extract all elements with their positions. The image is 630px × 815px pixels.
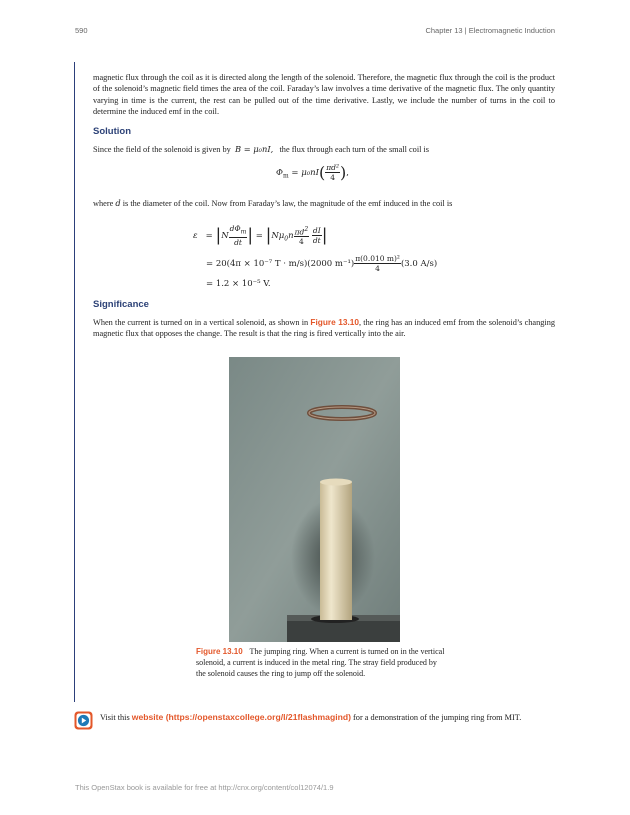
example-side-rule bbox=[74, 62, 75, 702]
emf-rate: (3.0 A/s) bbox=[400, 259, 438, 269]
emf-result: = 1.2 × 10⁻⁵ V. bbox=[206, 279, 271, 289]
callout-text-a: Visit this bbox=[100, 713, 130, 722]
significance-paragraph bbox=[93, 317, 555, 340]
interactive-media-icon bbox=[74, 711, 93, 730]
significance-text-a: When the current is turned on in a vertical solenoid, as shown in bbox=[93, 318, 309, 327]
emf-substitution: = 20(4π × 10⁻⁷ T · m/s)(2000 m⁻¹) bbox=[206, 259, 355, 269]
figure-caption-text: The jumping ring. When a current is turned on in the vertical solenoid, a current is induced in the metal ring. The stray field produced by the solenoid causes the ring to jump off the solenoid. bbox=[196, 647, 445, 678]
website-link[interactable]: website (https://openstaxcollege.org/l/21flashmagind) bbox=[131, 712, 351, 722]
jumping-ring-photo bbox=[229, 357, 400, 642]
emf-equation-line-1: ε = |N $\frac{d\Phi_m}{dt}$ | = $|N\mu_0n$ $\frac{\pi d^2}{4}$ $\frac{dI}{dt}$ | bbox=[193, 224, 328, 247]
flux-lhs: Φ bbox=[276, 168, 283, 178]
flux-area-num: πd² bbox=[326, 163, 339, 172]
emf-area-num: π(0.010 m)² bbox=[355, 254, 400, 263]
emf-equation-line-2 bbox=[206, 254, 437, 273]
emf-equation bbox=[193, 224, 473, 294]
solution-text-2a: where bbox=[93, 199, 114, 208]
solenoid-field-formula: B = μ₀nI, bbox=[234, 144, 274, 154]
emf-area-den: 4 bbox=[375, 264, 380, 273]
intro-paragraph-block bbox=[93, 72, 555, 117]
intro-paragraph: magnetic flux through the coil as it is directed along the length of the solenoid. Therefore, the magnetic flux through the coil is the product of the solenoid’s magnetic field times the area of the coil. Faraday’s law involves a time derivative of the magnetic flux. The only quantity varying in time is the current, the rest can be pulled out of the time derivative. Lastly, we include the number of turns in the coil to determine the induced emf in the coil. bbox=[93, 73, 555, 116]
interactive-callout bbox=[100, 711, 555, 724]
flux-area-fraction bbox=[325, 163, 340, 182]
emf-equation-line-3 bbox=[206, 279, 271, 289]
figure-caption bbox=[196, 646, 446, 679]
significance-heading: Significance bbox=[93, 299, 149, 310]
solution-text-2b: is the diameter of the coil. Now from Faraday’s law, the magnitude of the emf induced in the coil is bbox=[122, 199, 453, 208]
solution-line-1 bbox=[93, 144, 555, 155]
figure-label: Figure 13.10 bbox=[196, 647, 243, 656]
flux-area-den: 4 bbox=[330, 173, 335, 182]
page-number: 590 bbox=[75, 26, 88, 35]
chapter-title: Chapter 13 | Electromagnetic Induction bbox=[425, 26, 555, 35]
solution-heading: Solution bbox=[93, 126, 131, 137]
callout-text-b: for a demonstration of the jumping ring from MIT. bbox=[353, 713, 522, 722]
solution-line-2 bbox=[93, 198, 555, 209]
significance-text-b: , the ring has an induced emf from the solenoid’s changing magnetic flux that opposes the change. The result is that the ring is fired vertically into the air. bbox=[93, 318, 556, 339]
diameter-variable: d bbox=[115, 198, 121, 208]
figure-13-10-link[interactable]: Figure 13.10 bbox=[310, 317, 359, 327]
flux-sub: m bbox=[282, 172, 289, 180]
jumping-ring-illustration bbox=[229, 357, 400, 642]
page-footer: This OpenStax book is available for free at http://cnx.org/content/col12074/1.9 bbox=[75, 783, 334, 792]
flux-rhs: = μ₀nI bbox=[291, 168, 319, 178]
solution-text-1b: the flux through each turn of the small coil is bbox=[279, 145, 430, 154]
solenoid-tube bbox=[320, 482, 352, 620]
flux-equation: $\Phi_m = \mu_0nI$( $\frac{\text{πd²}}{4}$ ), bbox=[276, 163, 349, 182]
significance-paragraph-block bbox=[93, 317, 555, 340]
solution-text-1a: Since the field of the solenoid is given by bbox=[93, 145, 231, 154]
emf-symbol: ε bbox=[193, 230, 198, 241]
